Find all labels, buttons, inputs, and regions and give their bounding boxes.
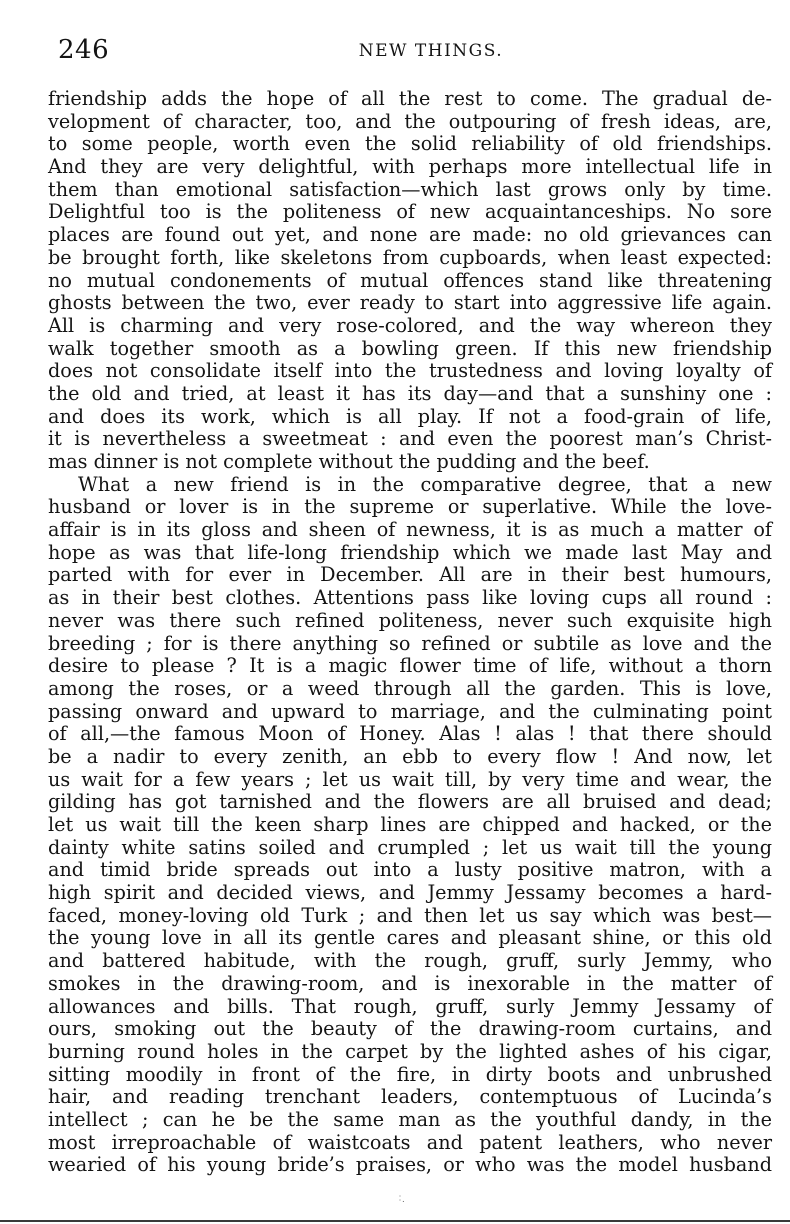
text-line: high spirit and decided views, and Jemmy Jessamy becomes a hard- (48, 881, 772, 905)
text-line: as in their best clothes. Attentions pass like loving cups all round : (48, 586, 772, 610)
text-line: most irreproachable of waistcoats and patent leathers, who never (48, 1130, 772, 1154)
text-line: never was there such refined politeness, never such exquisite high (48, 608, 772, 632)
text-line: and battered habitude, with the rough, gruff, surly Jemmy, who (48, 949, 772, 973)
text-line: friendship adds the hope of all the rest to come. The gradual de- (48, 87, 772, 110)
text-line: places are found out yet, and none are made: no old grievances can (48, 223, 772, 247)
text-line: ours, smoking out the beauty of the drawing-room curtains, and (48, 1017, 772, 1041)
text-line: and timid bride spreads out into a lusty positive matron, with a (48, 858, 772, 882)
scan-mark: ˙․˙ (398, 1195, 405, 1208)
text-line: and does its work, which is all play. If not a food-grain of life, (48, 404, 772, 428)
text-line: the old and tried, at least it has its day—and that a sunshiny one : (48, 381, 772, 405)
text-line: What a new friend is in the comparative degree, that a new (78, 472, 772, 496)
page-edge-rule (0, 1220, 790, 1222)
running-title: NEW THINGS. (358, 41, 504, 61)
text-line: ghosts between the two, ever ready to start into aggressive life again. (48, 291, 772, 315)
text-line: Delightful too is the politeness of new acquaintanceships. No sore (48, 200, 772, 224)
text-line: sitting moodily in front of the fire, in dirty boots and unbrushed (48, 1062, 772, 1086)
text-line: And they are very delightful, with perhaps more intellectual life in (48, 155, 772, 179)
text-line: be a nadir to every zenith, an ebb to every flow ! And now, let (48, 744, 772, 768)
text-line: All is charming and very rose-colored, and the way whereon they (48, 313, 772, 337)
text-line: be brought forth, like skeletons from cupboards, when least expected: (48, 245, 772, 269)
text-line: them than emotional satisfaction—which last grows only by time. (48, 177, 772, 201)
text-line: smokes in the drawing-room, and is inexorable in the matter of (48, 971, 772, 995)
text-line: dainty white satins soiled and crumpled ; let us wait till the young (48, 835, 772, 859)
text-line: hope as was that life-long friendship which we made last May and (48, 540, 772, 564)
text-line: hair, and reading trenchant leaders, contemptuous of Lucinda’s (48, 1085, 772, 1109)
text-line: husband or lover is in the supreme or superlative. While the love- (48, 495, 772, 519)
text-line: does not consolidate itself into the trustedness and loving loyalty of (48, 359, 772, 383)
text-line: allowances and bills. That rough, gruff, surly Jemmy Jessamy of (48, 994, 772, 1018)
body-text (48, 88, 772, 1177)
text-line: let us wait till the keen sharp lines are chipped and hacked, or the (48, 813, 772, 836)
text-line: breeding ; for is there anything so refined or subtile as love and the (48, 631, 772, 655)
text-line: no mutual condonements of mutual offences stand like threatening (48, 268, 772, 292)
text-line: desire to please ? It is a magic flower time of life, without a thorn (48, 654, 772, 678)
text-line: of all,—the famous Moon of Honey. Alas ! alas ! that there should (48, 722, 772, 746)
text-line: walk together smooth as a bowling green. If this new friendship (48, 336, 772, 360)
text-line: intellect ; can he be the same man as the youthful dandy, in the (48, 1107, 772, 1131)
text-line: us wait for a few years ; let us wait till, by very time and wear, the (48, 767, 772, 791)
text-line: wearied of his young bride’s praises, or who was the model husband (48, 1153, 772, 1177)
text-line: burning round holes in the carpet by the lighted ashes of his cigar, (48, 1039, 772, 1063)
text-line: passing onward and upward to marriage, and the culminating point (48, 699, 772, 723)
page-header (58, 34, 780, 66)
text-line: it is nevertheless a sweetmeat : and even the poorest man’s Christ- (48, 427, 772, 451)
text-line: mas dinner is not complete without the pudding and the beef. (48, 450, 650, 473)
text-line: faced, money-loving old Turk ; and then let us say which was best— (48, 903, 772, 927)
text-line: the young love in all its gentle cares and pleasant shine, or this old (48, 926, 772, 950)
text-line: affair is in its gloss and sheen of newness, it is as much a matter of (48, 518, 772, 542)
page-number: 246 (58, 35, 110, 65)
text-line: to some people, worth even the solid reliability of old friendships. (48, 132, 772, 156)
text-line: gilding has got tarnished and the flowers are all bruised and dead; (48, 790, 772, 814)
text-line: parted with for ever in December. All are in their best humours, (48, 563, 772, 587)
text-line: velopment of character, too, and the outpouring of fresh ideas, are, (48, 109, 772, 133)
text-line: among the roses, or a weed through all the garden. This is love, (48, 676, 772, 700)
